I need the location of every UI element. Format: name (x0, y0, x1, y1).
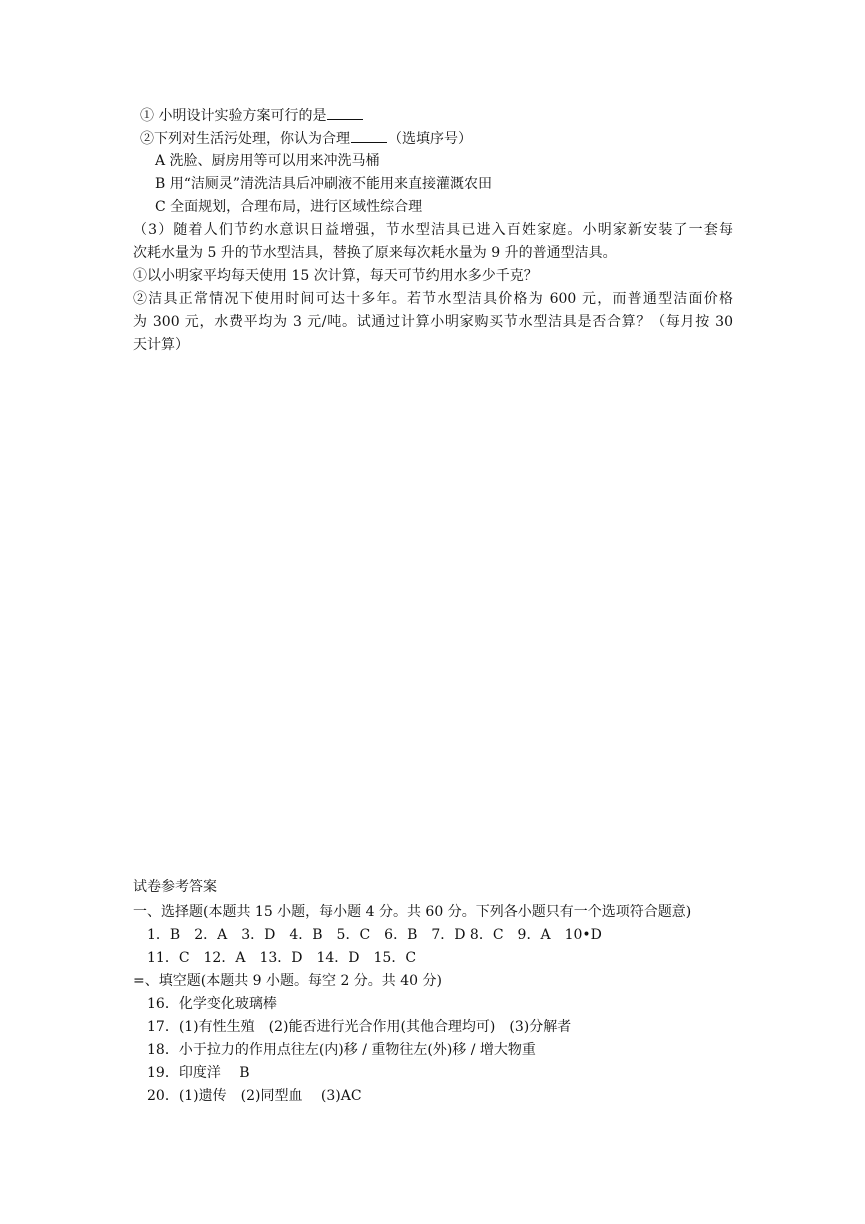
answers-title: 试卷参考答案 (133, 879, 217, 895)
answer-blank (351, 128, 387, 143)
answer-19: 19．印度洋 B (147, 1065, 250, 1081)
answer-20: 20．(1)遗传 (2)同型血 (3)AC (147, 1088, 362, 1104)
answer-18: 18．小于拉力的作用点往左(内)移 / 重物往左(外)移 / 增大物重 (147, 1042, 536, 1058)
paragraph-3-question-2-line-2: 为 300 元，水费平均为 3 元/吨。试通过计算小明家购买节水型洁具是否合算？（每月按 30 (133, 314, 733, 330)
question-2-suffix: （选填序号） (388, 131, 472, 147)
mc-answers-row-2: 11．C 12．A 13．D 14．D 15．C (147, 950, 417, 966)
mc-answers-row-1: 1．B 2．A 3．D 4．B 5．C 6．B 7．D 8．C 9．A 10•D (147, 927, 602, 943)
paragraph-3-line-1: （3）随着人们节约水意识日益增强，节水型洁具已进入百姓家庭。小明家新安装了一套每 (133, 222, 733, 238)
answers-section-1-heading: 一、选择题(本题共 15 小题，每小题 4 分。共 60 分。下列各小题只有一个选项符合题意) (133, 904, 692, 920)
answer-17: 17．(1)有性生殖 (2)能否进行光合作用(其他合理均可) (3)分解者 (147, 1019, 572, 1035)
paragraph-3-question-2-line-3: 天计算） (133, 337, 189, 353)
question-1-line (140, 105, 364, 126)
paragraph-3-question-1: ①以小明家平均每天使用 15 次计算，每天可节约用水多少千克？ (133, 268, 538, 284)
question-1-text: ① 小明设计实验方案可行的是 (140, 108, 327, 124)
paragraph-3-line-2: 次耗水量为 5 升的节水型洁具，替换了原来每次耗水量为 9 升的普通型洁具。 (133, 245, 617, 261)
question-2-text: ②下列对生活污处理，你认为合理 (140, 131, 350, 147)
answers-section-2-heading: =、填空题(本题共 9 小题。每空 2 分。共 40 分) (133, 973, 442, 989)
question-2-line (140, 128, 472, 149)
paragraph-3-question-2-line-1: ②洁具正常情况下使用时间可达十多年。若节水型洁具价格为 600 元，而普通型洁面价格 (133, 291, 733, 307)
option-a: A 洗脸、厨房用等可以用来冲洗马桶 (155, 153, 380, 169)
answer-blank (327, 105, 363, 120)
answer-16: 16．化学变化玻璃棒 (147, 996, 277, 1012)
option-b: B 用“洁厕灵”清洗洁具后冲刷液不能用来直接灌溉农田 (155, 176, 493, 192)
option-c: C 全面规划，合理布局，进行区域性综合理 (155, 199, 423, 215)
